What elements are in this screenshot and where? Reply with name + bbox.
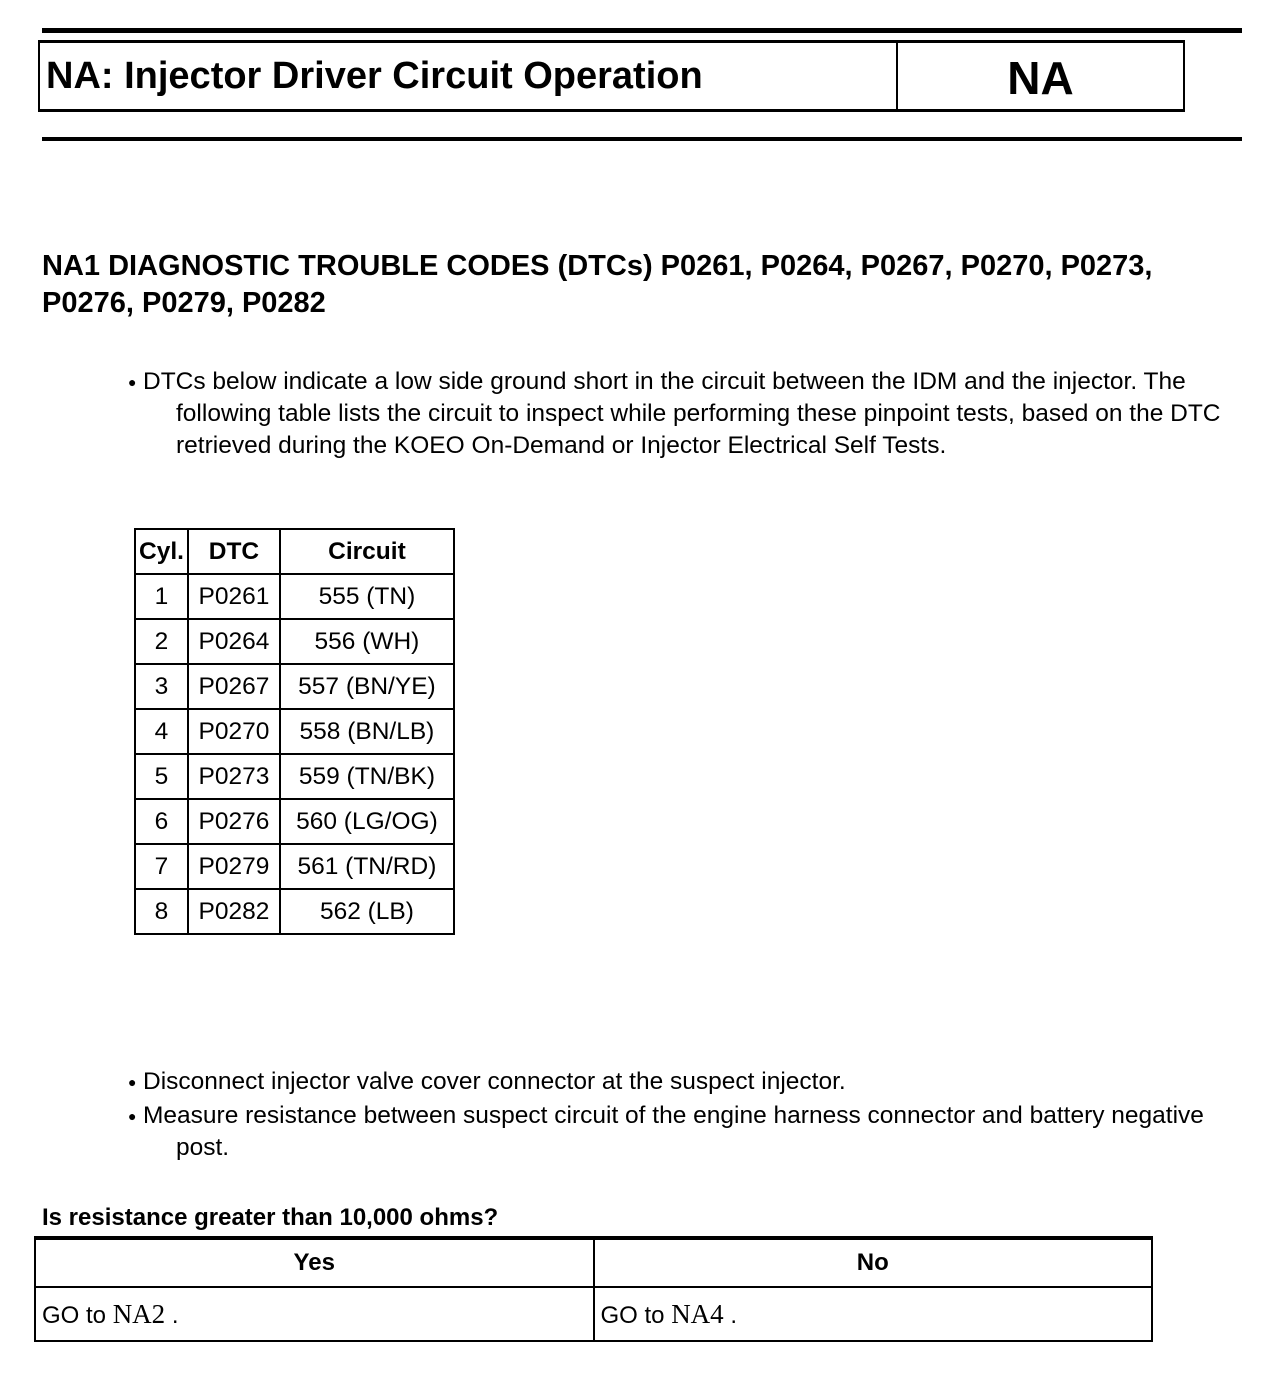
cyl-cell: 6 — [135, 799, 188, 844]
circuit-cell: 556 (WH) — [280, 619, 454, 664]
circuit-cell: 559 (TN/BK) — [280, 754, 454, 799]
bullet-icon: ● — [128, 1108, 137, 1124]
dtc-table — [134, 528, 455, 935]
table-row — [135, 709, 454, 754]
cyl-cell: 2 — [135, 619, 188, 664]
step-bullet: ● Measure resistance between suspect circuit of the engine harness connector and battery negative post. — [128, 1102, 1204, 1161]
dtc-cell: P0276 — [188, 799, 280, 844]
bullet-icon: ● — [128, 1074, 137, 1090]
col-dtc: DTC — [188, 529, 280, 574]
dtc-cell: P0270 — [188, 709, 280, 754]
header-rule — [42, 137, 1242, 141]
circuit-cell: 555 (TN) — [280, 574, 454, 619]
yes-action: GO to NA2 . — [35, 1287, 594, 1341]
cyl-cell: 3 — [135, 664, 188, 709]
table-row — [135, 664, 454, 709]
page-title: NA: Injector Driver Circuit Operation — [40, 43, 898, 109]
table-row — [135, 754, 454, 799]
dtc-cell: P0264 — [188, 619, 280, 664]
question: Is resistance greater than 10,000 ohms? — [42, 1204, 499, 1231]
cyl-cell: 4 — [135, 709, 188, 754]
bullet-icon: ● — [128, 374, 137, 390]
table-row — [135, 619, 454, 664]
circuit-cell: 560 (LG/OG) — [280, 799, 454, 844]
no-action: GO to NA4 . — [594, 1287, 1153, 1341]
table-row — [135, 844, 454, 889]
table-row — [135, 889, 454, 934]
cyl-cell: 5 — [135, 754, 188, 799]
table-row — [135, 574, 454, 619]
no-header: No — [594, 1238, 1153, 1287]
circuit-cell: 561 (TN/RD) — [280, 844, 454, 889]
circuit-cell: 557 (BN/YE) — [280, 664, 454, 709]
cyl-cell: 8 — [135, 889, 188, 934]
answer-table — [34, 1236, 1153, 1342]
col-circuit: Circuit — [280, 529, 454, 574]
dtc-cell: P0261 — [188, 574, 280, 619]
header-box — [38, 40, 1185, 112]
dtc-cell: P0273 — [188, 754, 280, 799]
col-cyl: Cyl. — [135, 529, 188, 574]
link-na2[interactable]: NA2 — [112, 1298, 166, 1329]
step-bullet: ● Disconnect injector valve cover connector at the suspect injector. — [128, 1066, 1238, 1098]
cyl-cell: 7 — [135, 844, 188, 889]
intro-bullet: ● DTCs below indicate a low side ground short in the circuit between the IDM and the injector. The following table lists the circuit to inspect while performing these pinpoint tests, based on the DTC retrieved during the KOEO On-Demand or Injector Electrical Self Tests. — [128, 368, 1221, 459]
dtc-cell: P0282 — [188, 889, 280, 934]
dtc-cell: P0267 — [188, 664, 280, 709]
table-header-row — [135, 529, 454, 574]
yes-header: Yes — [35, 1238, 594, 1287]
table-row — [135, 799, 454, 844]
circuit-cell: 558 (BN/LB) — [280, 709, 454, 754]
link-na4[interactable]: NA4 — [671, 1298, 724, 1329]
section-code: NA — [1007, 52, 1074, 104]
top-rule — [42, 28, 1242, 33]
circuit-cell: 562 (LB) — [280, 889, 454, 934]
section-heading: NA1 DIAGNOSTIC TROUBLE CODES (DTCs) P0261, P0264, P0267, P0270, P0273, P0276, P0279, P0282 — [42, 250, 1153, 319]
cyl-cell: 1 — [135, 574, 188, 619]
dtc-cell: P0279 — [188, 844, 280, 889]
